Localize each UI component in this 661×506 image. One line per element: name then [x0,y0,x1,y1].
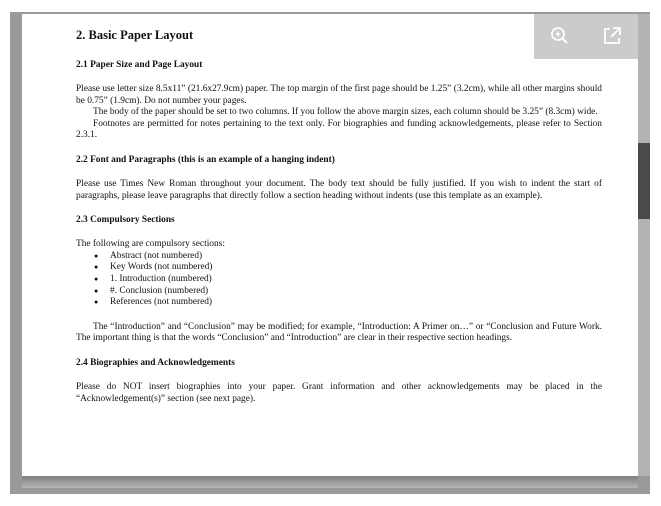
page-bottom-shadow [22,476,638,488]
paragraph: Please do NOT insert biographies into your paper. Grant information and other acknowledgements may be placed in the “Acknowledgement(s)” section (see next page). [76,381,602,404]
vertical-scrollbar[interactable] [638,14,650,476]
section-heading: 2. Basic Paper Layout [76,28,194,42]
compulsory-sections-list [76,251,602,309]
zoom-in-button[interactable] [548,24,572,48]
open-external-button[interactable] [600,24,624,48]
paragraph: Please use Times New Roman throughout your document. The body text should be fully justified. If you wish to indent the start of paragraphs, please leave paragraphs that directly follow a section heading without indents (use this template as an example). [76,178,602,201]
viewer-toolbar [534,14,638,59]
paragraph: Footnotes are permitted for notes pertaining to the text only. For biographies and funding acknowledgements, please refer to Section 2.3.1. [76,118,602,141]
scrollbar-thumb[interactable] [638,143,650,219]
paragraph: Please use letter size 8.5x11” (21.6x27.9cm) paper. The top margin of the first page should be 1.25” (3.2cm), while all other margins should be 0.75” (1.9cm). Do not number your pages. [76,84,602,106]
zoom-in-icon [548,24,572,48]
external-link-icon [600,24,624,48]
paragraph: The body of the paper should be set to two columns. If you follow the above margin sizes, each column should be 3.25” (8.3cm) wide. [93,107,598,118]
paragraph: The “Introduction” and “Conclusion” may be modified; for example, “Introduction: A Primer on…” or “Conclusion and Future Work. The important thing is that the words “Conclusion” and “Introduction” are clear in their respective section headings. [76,321,602,344]
paragraph: The following are compulsory sections: [76,239,225,250]
subsection-title-2-4: 2.4 Biographies and Acknowledgements [76,357,235,368]
list-item: ● Key Words (not numbered) [76,262,602,274]
document-content [76,28,602,418]
subsection-title-2-3: 2.3 Compulsory Sections [76,215,175,226]
list-item: ● References (not numbered) [76,297,602,309]
subsection-title-2-2: 2.2 Font and Paragraphs (this is an example of a hanging indent) [76,154,335,165]
list-item: ● #. Conclusion (numbered) [76,286,602,298]
list-item: ● 1. Introduction (numbered) [76,274,602,286]
list-item: ● Abstract (not numbered) [76,251,602,263]
subsection-title-2-1: 2.1 Paper Size and Page Layout [76,60,203,70]
